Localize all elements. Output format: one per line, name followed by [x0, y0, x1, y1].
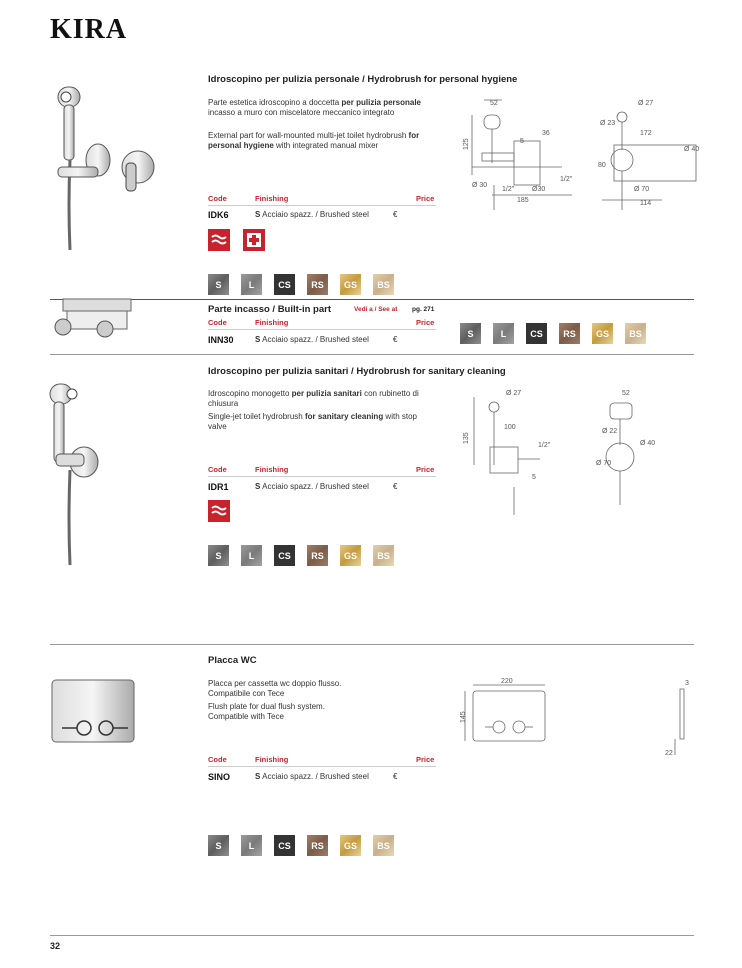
dim-label: 80 — [598, 162, 606, 169]
divider — [50, 354, 694, 355]
divider — [208, 205, 436, 206]
finish-swatch-l: L — [241, 545, 262, 566]
finish-swatch-s: S — [208, 835, 229, 856]
dim-label: Ø 27 — [638, 100, 654, 107]
dim-label: 52 — [490, 100, 498, 107]
section-title-personal: Idroscopino per pulizia personale / Hydrobrush for personal hygiene — [208, 74, 518, 85]
divider — [208, 329, 436, 330]
product-code: INN30 — [208, 335, 234, 345]
product-code: IDK6 — [208, 210, 229, 220]
dim-label: 135 — [463, 432, 470, 444]
code-header: Code — [208, 465, 227, 474]
dim-label: Ø 70 — [634, 186, 650, 193]
dim-label: Ø 40 — [640, 440, 656, 447]
thermostat-cross-icon — [243, 229, 265, 251]
reference-page-link[interactable]: pg. 271 — [412, 306, 435, 313]
description-it-sanitary: Idroscopino monogetto per pulizia sanitari con rubinetto di chiusura — [208, 389, 419, 408]
dim-label: 5 — [520, 138, 524, 145]
description-it-flush-plate: Placca per cassetta wc doppio flusso. Compatibile con Tece — [208, 679, 342, 698]
finish-swatch-rs: RS — [307, 274, 328, 295]
description-en-sanitary: Single-jet toilet hydrobrush for sanitary cleaning with stop valve — [208, 412, 417, 431]
water-waves-icon — [208, 500, 230, 522]
technical-drawing-personal — [462, 95, 702, 220]
technical-drawing-flush-plate — [455, 675, 700, 765]
dim-label: 172 — [640, 130, 652, 137]
built-in-part-illustration — [45, 295, 135, 340]
dim-label: 185 — [517, 197, 529, 204]
dim-label: Ø 70 — [596, 460, 612, 467]
hydrobrush-sanitary-illustration — [40, 380, 130, 570]
divider — [50, 299, 694, 300]
finishing-value: S Acciaio spazz. / Brushed steel — [255, 482, 369, 491]
section-title-sanitary: Idroscopino per pulizia sanitari / Hydrobrush for sanitary cleaning — [208, 366, 506, 377]
finishing-value: S Acciaio spazz. / Brushed steel — [255, 772, 369, 781]
section-title-flush-plate: Placca WC — [208, 655, 257, 666]
description-it-personal: Parte estetica idroscopino a doccetta per pulizia personale incasso a muro con miscelatore meccanico integrato — [208, 98, 421, 117]
finish-swatch-l: L — [493, 323, 514, 344]
dim-label: 3 — [685, 680, 689, 687]
price-value: € — [393, 335, 398, 344]
dim-label: 36 — [542, 130, 550, 137]
dim-label: Ø 23 — [600, 120, 616, 127]
finish-swatch-bs: BS — [373, 545, 394, 566]
price-header: Price — [416, 465, 435, 474]
finish-swatches — [460, 323, 646, 344]
dim-label: Ø30 — [532, 186, 546, 193]
finishing-value: S Acciaio spazz. / Brushed steel — [255, 335, 369, 344]
finish-swatch-gs: GS — [592, 323, 613, 344]
dim-label: Ø 22 — [602, 428, 618, 435]
finish-swatch-s: S — [208, 545, 229, 566]
finish-swatch-rs: RS — [559, 323, 580, 344]
price-value: € — [393, 482, 398, 491]
dim-label: 145 — [460, 711, 467, 723]
price-value: € — [393, 210, 398, 219]
description-en-flush-plate: Flush plate for dual flush system. Compatible with Tece — [208, 702, 325, 721]
product-code: IDR1 — [208, 482, 229, 492]
finish-swatch-cs: CS — [274, 274, 295, 295]
finish-swatch-cs: CS — [274, 545, 295, 566]
page-number: 32 — [50, 941, 61, 951]
dim-label: 100 — [504, 424, 516, 431]
finish-swatch-bs: BS — [625, 323, 646, 344]
finishing-value: S Acciaio spazz. / Brushed steel — [255, 210, 369, 219]
dim-label: 220 — [501, 678, 513, 685]
finish-swatch-bs: BS — [373, 835, 394, 856]
dim-label: 1/2" — [502, 186, 515, 193]
divider — [50, 644, 694, 645]
finish-swatches — [208, 835, 394, 856]
finish-swatch-s: S — [208, 274, 229, 295]
description-en-personal: External part for wall-mounted multi-jet toilet hydrobrush for personal hygiene with integrated manual mixer — [208, 131, 420, 150]
built-in-title: Parte incasso / Built-in part — [208, 304, 331, 315]
price-header: Price — [416, 755, 435, 764]
code-header: Code — [208, 194, 227, 203]
brand-title: KIRA — [50, 14, 128, 45]
divider — [208, 476, 436, 477]
hydrobrush-personal-illustration — [40, 85, 170, 255]
finish-swatch-rs: RS — [307, 835, 328, 856]
price-header: Price — [416, 318, 435, 327]
divider — [50, 935, 694, 936]
finish-swatch-cs: CS — [274, 835, 295, 856]
finish-swatches — [208, 274, 394, 295]
price-header: Price — [416, 194, 435, 203]
dim-label: 5 — [532, 474, 536, 481]
dim-label: 125 — [463, 138, 470, 150]
finishing-header: Finishing — [255, 194, 289, 203]
code-header: Code — [208, 755, 227, 764]
dim-label: Ø 30 — [472, 182, 488, 189]
dim-label: 1/2" — [560, 176, 573, 183]
finishing-header: Finishing — [255, 318, 289, 327]
code-header: Code — [208, 318, 227, 327]
finish-swatch-bs: BS — [373, 274, 394, 295]
finish-swatch-s: S — [460, 323, 481, 344]
dim-label: Ø 40 — [684, 146, 700, 153]
water-waves-icon — [208, 229, 230, 251]
dim-label: 22 — [665, 750, 673, 757]
finish-swatch-rs: RS — [307, 545, 328, 566]
divider — [208, 766, 436, 767]
finish-swatch-gs: GS — [340, 835, 361, 856]
finish-swatches — [208, 545, 394, 566]
dim-label: 1/2" — [538, 442, 551, 449]
finishing-header: Finishing — [255, 755, 289, 764]
dim-label: 52 — [622, 390, 630, 397]
finishing-header: Finishing — [255, 465, 289, 474]
finish-swatch-gs: GS — [340, 274, 361, 295]
product-code: SINO — [208, 772, 231, 782]
finish-swatch-cs: CS — [526, 323, 547, 344]
technical-drawing-sanitary — [462, 385, 662, 520]
finish-swatch-l: L — [241, 835, 262, 856]
finish-swatch-gs: GS — [340, 545, 361, 566]
see-at-label: Vedi a / See at — [354, 306, 398, 313]
dim-label: 114 — [640, 200, 652, 207]
dim-label: Ø 27 — [506, 390, 522, 397]
flush-plate-illustration — [50, 678, 140, 748]
price-value: € — [393, 772, 398, 781]
finish-swatch-l: L — [241, 274, 262, 295]
